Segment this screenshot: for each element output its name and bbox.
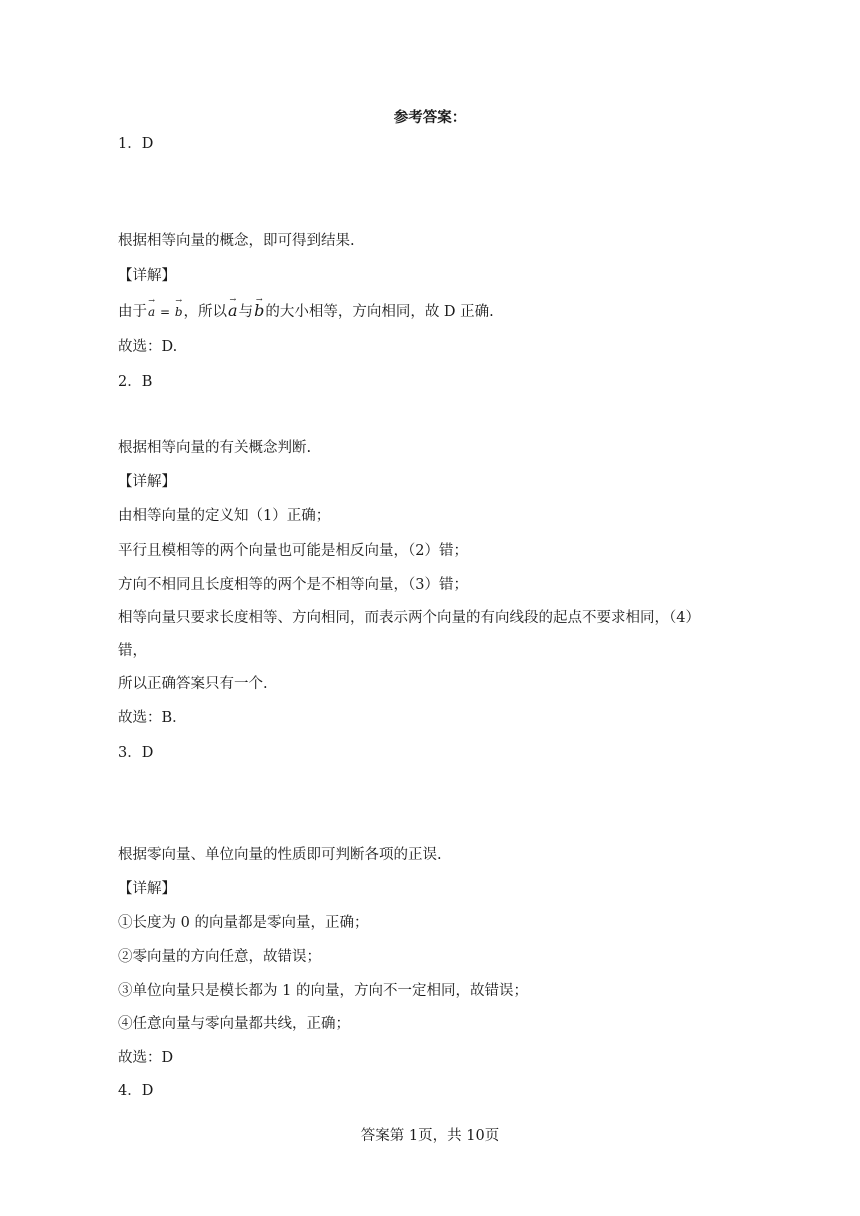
- vector-b: → b: [174, 302, 184, 322]
- detail-text: 所以正确答案只有一个.: [118, 676, 268, 692]
- answer-2-label: 2．B: [118, 374, 153, 390]
- vector-a: → a: [147, 302, 156, 322]
- detail-pre: 由于: [118, 304, 147, 320]
- equals-sign: =: [156, 305, 174, 319]
- detail-text: ②零向量的方向任意，故错误；: [118, 949, 321, 965]
- answer-3-label: 3．D: [118, 745, 154, 761]
- detail-text: 由相等向量的定义知（1）正确；: [118, 508, 331, 524]
- answer-4-label: 4．D: [118, 1083, 154, 1099]
- detail-text: ④任意向量与零向量都共线，正确；: [118, 1016, 350, 1032]
- analysis-text: 根据相等向量的概念，即可得到结果.: [118, 233, 355, 249]
- conclusion-text: 故选：D: [118, 1050, 174, 1066]
- detail-text-vector: [118, 301, 750, 322]
- detail-heading: 【详解】: [118, 474, 176, 490]
- answer-1-label: 1．D: [118, 136, 154, 152]
- detail-mid2: 与: [238, 304, 254, 320]
- conclusion-text: 故选：B．: [118, 710, 187, 726]
- vector-a: → a: [227, 301, 239, 321]
- detail-text: 方向不相同且长度相等的两个是不相等向量，（3）错；: [118, 577, 468, 593]
- detail-text: 错，: [118, 643, 147, 659]
- detail-text: ①长度为 0 的向量都是零向量，正确；: [118, 915, 369, 931]
- conclusion-text: 故选：D.: [118, 339, 178, 355]
- detail-post: 的大小相等，方向相同，故 D 正确.: [265, 304, 494, 320]
- detail-text: 平行且模相等的两个向量也可能是相反向量，（2）错；: [118, 543, 468, 559]
- detail-text: 相等向量只要求长度相等、方向相同，而表示两个向量的有向线段的起点不要求相同，（4）: [118, 610, 700, 626]
- page-footer: 答案第 1页，共 10页: [360, 1128, 500, 1144]
- analysis-text: 根据零向量、单位向量的性质即可判断各项的正误.: [118, 847, 442, 863]
- detail-heading: 【详解】: [118, 881, 176, 897]
- detail-mid1: ，所以: [183, 304, 228, 320]
- detail-heading: 【详解】: [118, 268, 176, 284]
- detail-text: ③单位向量只是模长都为 1 的向量，方向不一定相同，故错误；: [118, 983, 528, 999]
- vector-b: → b: [253, 301, 265, 321]
- analysis-text: 根据相等向量的有关概念判断.: [118, 440, 312, 456]
- page-title: 参考答案：: [393, 109, 467, 126]
